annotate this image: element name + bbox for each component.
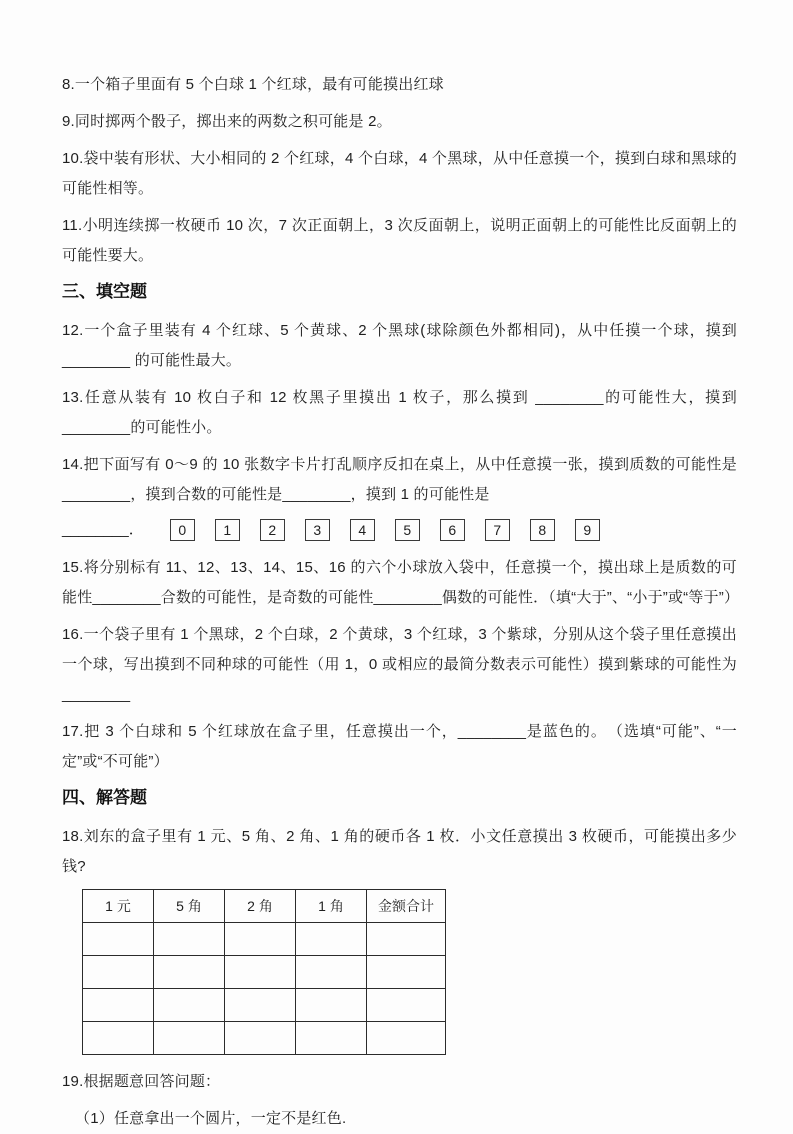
- table-row: [83, 1022, 446, 1055]
- table-cell: [154, 1022, 225, 1055]
- section-heading-fill-in: 三、填空题: [62, 282, 147, 301]
- table-row: [83, 923, 446, 956]
- number-card-8: 8: [530, 519, 555, 541]
- number-card-1: 1: [215, 519, 240, 541]
- table-cell: [225, 989, 296, 1022]
- table-cell: [367, 923, 446, 956]
- table-header-1jiao: 1 角: [296, 890, 367, 923]
- question-18: 18.刘东的盒子里有 1 元、5 角、2 角、1 角的硬币各 1 枚．小文任意摸出 3 枚硬币，可能摸出多少钱?: [62, 828, 737, 875]
- question-15: 15.将分别标有 11、12、13、14、15、16 的六个小球放入袋中，任意摸一个，摸出球上是质数的可能性________合数的可能性，是奇数的可能性________偶数的可能性．（填“大于”、“小于”或“等于”）: [62, 559, 740, 606]
- question-10: 10.袋中装有形状、大小相同的 2 个红球，4 个白球，4 个黑球，从中任意摸一个，摸到白球和黑球的可能性相等。: [62, 150, 737, 197]
- table-header-total: 金额合计: [367, 890, 446, 923]
- question-14: 14.把下面写有 0～9 的 10 张数字卡片打乱顺序反扣在桌上，从中任意摸一张，摸到质数的可能性是________，摸到合数的可能性是________，摸到 1 的可能性是: [62, 456, 737, 503]
- number-card-3: 3: [305, 519, 330, 541]
- number-card-4: 4: [350, 519, 375, 541]
- table-cell: [154, 989, 225, 1022]
- number-card-7: 7: [485, 519, 510, 541]
- table-row: [83, 989, 446, 1022]
- question-8: 8.一个箱子里面有 5 个白球 1 个红球，最有可能摸出红球: [62, 76, 444, 93]
- answer-blank: ________．: [62, 521, 144, 538]
- table-cell: [83, 956, 154, 989]
- table-cell: [83, 1022, 154, 1055]
- table-cell: [367, 1022, 446, 1055]
- question-12: 12.一个盒子里装有 4 个红球、5 个黄球、2 个黑球(球除颜色外都相同)，从中任摸一个球，摸到________ 的可能性最大。: [62, 322, 737, 369]
- section-heading-answer: 四、解答题: [62, 788, 147, 807]
- table-header-2jiao: 2 角: [225, 890, 296, 923]
- number-card-6: 6: [440, 519, 465, 541]
- question-19: 19.根据题意回答问题：: [62, 1073, 221, 1090]
- question-11: 11.小明连续掷一枚硬币 10 次，7 次正面朝上，3 次反面朝上，说明正面朝上的可能性比反面朝上的可能性要大。: [62, 217, 737, 264]
- table-cell: [296, 989, 367, 1022]
- question-9: 9.同时掷两个骰子，掷出来的两数之积可能是 2。: [62, 113, 392, 130]
- table-header-5jiao: 5 角: [154, 890, 225, 923]
- table-cell: [154, 956, 225, 989]
- table-cell: [225, 1022, 296, 1055]
- table-header-row: [83, 890, 446, 923]
- question-19-sub-1: （1）任意拿出一个圆片，一定不是红色.: [75, 1110, 347, 1127]
- question-16: 16.一个袋子里有 1 个黑球，2 个白球，2 个黄球，3 个红球，3 个紫球，分别从这个袋子里任意摸出一个球，写出摸到不同种球的可能性（用 1，0 或相应的最简分数表示可能性）摸到紫球的可能性为________: [62, 626, 737, 703]
- table-cell: [154, 923, 225, 956]
- table-row: [83, 956, 446, 989]
- table-cell: [225, 956, 296, 989]
- table-cell: [83, 989, 154, 1022]
- number-card-9: 9: [575, 519, 600, 541]
- number-cards-row: [62, 517, 737, 543]
- table-cell: [367, 989, 446, 1022]
- question-13: 13.任意从装有 10 枚白子和 12 枚黑子里摸出 1 枚子，那么摸到 ________的可能性大，摸到________的可能性小。: [62, 389, 737, 436]
- number-card-2: 2: [260, 519, 285, 541]
- coin-combination-table: [82, 889, 446, 1055]
- number-card-5: 5: [395, 519, 420, 541]
- table-cell: [83, 923, 154, 956]
- table-cell: [296, 956, 367, 989]
- table-cell: [296, 1022, 367, 1055]
- table-cell: [367, 956, 446, 989]
- table-cell: [296, 923, 367, 956]
- table-header-1yuan: 1 元: [83, 890, 154, 923]
- question-17: 17.把 3 个白球和 5 个红球放在盒子里，任意摸出一个，________是蓝色的。 （选填“可能”、“一定”或“不可能”）: [62, 723, 737, 770]
- table-cell: [225, 923, 296, 956]
- number-card-0: 0: [170, 519, 195, 541]
